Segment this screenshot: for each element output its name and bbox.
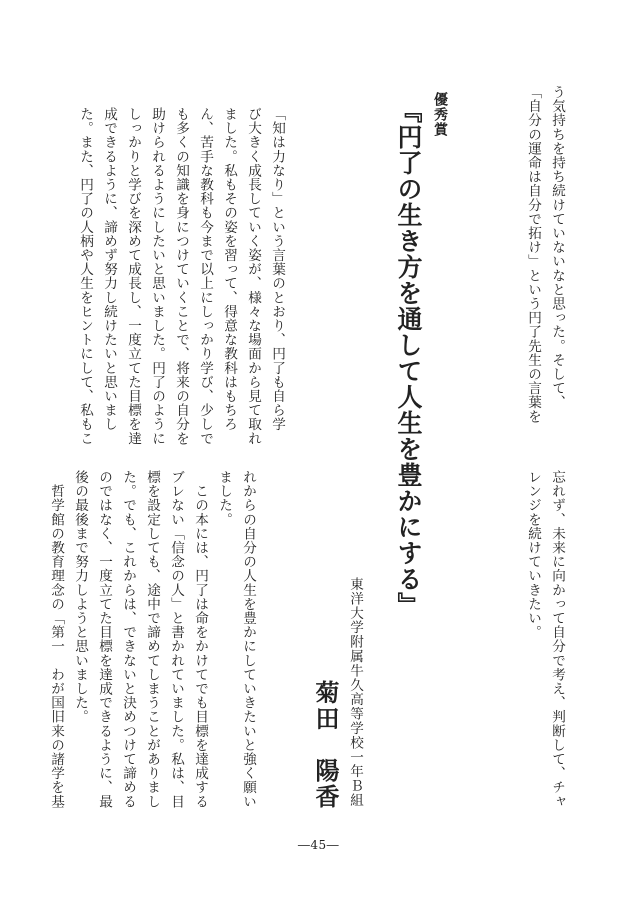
body-line: 成できるように、諦めず努力し続けたいと思いまし: [101, 107, 117, 432]
continuation-line-2: 「自分の運命は自分で拓け」という円了先生の言葉を: [525, 85, 541, 424]
body-line: び大きく成長していく姿が、様々な場面から見て取れ: [245, 107, 261, 446]
body-line: ました。: [216, 470, 232, 527]
body-line: 標を設定しても、途中で諦めてしまうことがありまし: [144, 470, 160, 809]
body-line: のではなく、一度立てた目標を達成できるように、最: [96, 470, 112, 809]
body-line: 「知は力なり」という言葉のとおり、円了も自ら学: [269, 107, 285, 432]
body-line: た。また、円了の人柄や人生をヒントにして、私もこ: [77, 107, 93, 446]
continuation-line-1: う気持ちを持ち続けていないなと思った。そして、: [549, 85, 565, 410]
body-line: 助けられるようにしたいと思いました。円了のように: [149, 107, 165, 446]
school-name: 東洋大学附属牛久高等学校一年Ｂ組: [347, 577, 363, 808]
author-name: 菊田 陽香: [311, 680, 339, 810]
body-line: しっかりと学びを深めて成長し、一度立てた目標を達: [125, 107, 141, 446]
body-line: た。でも、これからは、できないと決めつけて諦める: [120, 470, 136, 809]
body-line: 哲学館の教育理念の「第一 わが国旧来の諸学を基: [48, 470, 64, 809]
continuation-line-3: 忘れず、未来に向かって自分で考え、判断して、チャ: [549, 470, 565, 809]
body-line: この本には、円了は命をかけてでも目標を達成する: [192, 470, 208, 809]
body-line: ブレない「信念の人」と書かれていました。私は、目: [168, 470, 184, 809]
body-line: も多くの知識を身につけていくことで、将来の自分を: [173, 107, 189, 446]
essay-title: 『円了の生き方を通して人生を豊かにする』: [394, 98, 423, 618]
page-number: ―45―: [297, 838, 340, 852]
body-line: れからの自分の人生を豊かにしていきたいと強く願い: [240, 470, 256, 809]
continuation-line-4: レンジを続けていきたい。: [525, 470, 541, 640]
body-line: 後の最後まで努力しようと思いました。: [72, 470, 88, 724]
award-label: 優秀賞: [432, 92, 448, 137]
body-line: ん、苦手な教科も今まで以上にしっかり学び、少しで: [197, 107, 213, 446]
body-line: ました。私もその姿を習って、得意な教科はもちろ: [221, 107, 237, 432]
